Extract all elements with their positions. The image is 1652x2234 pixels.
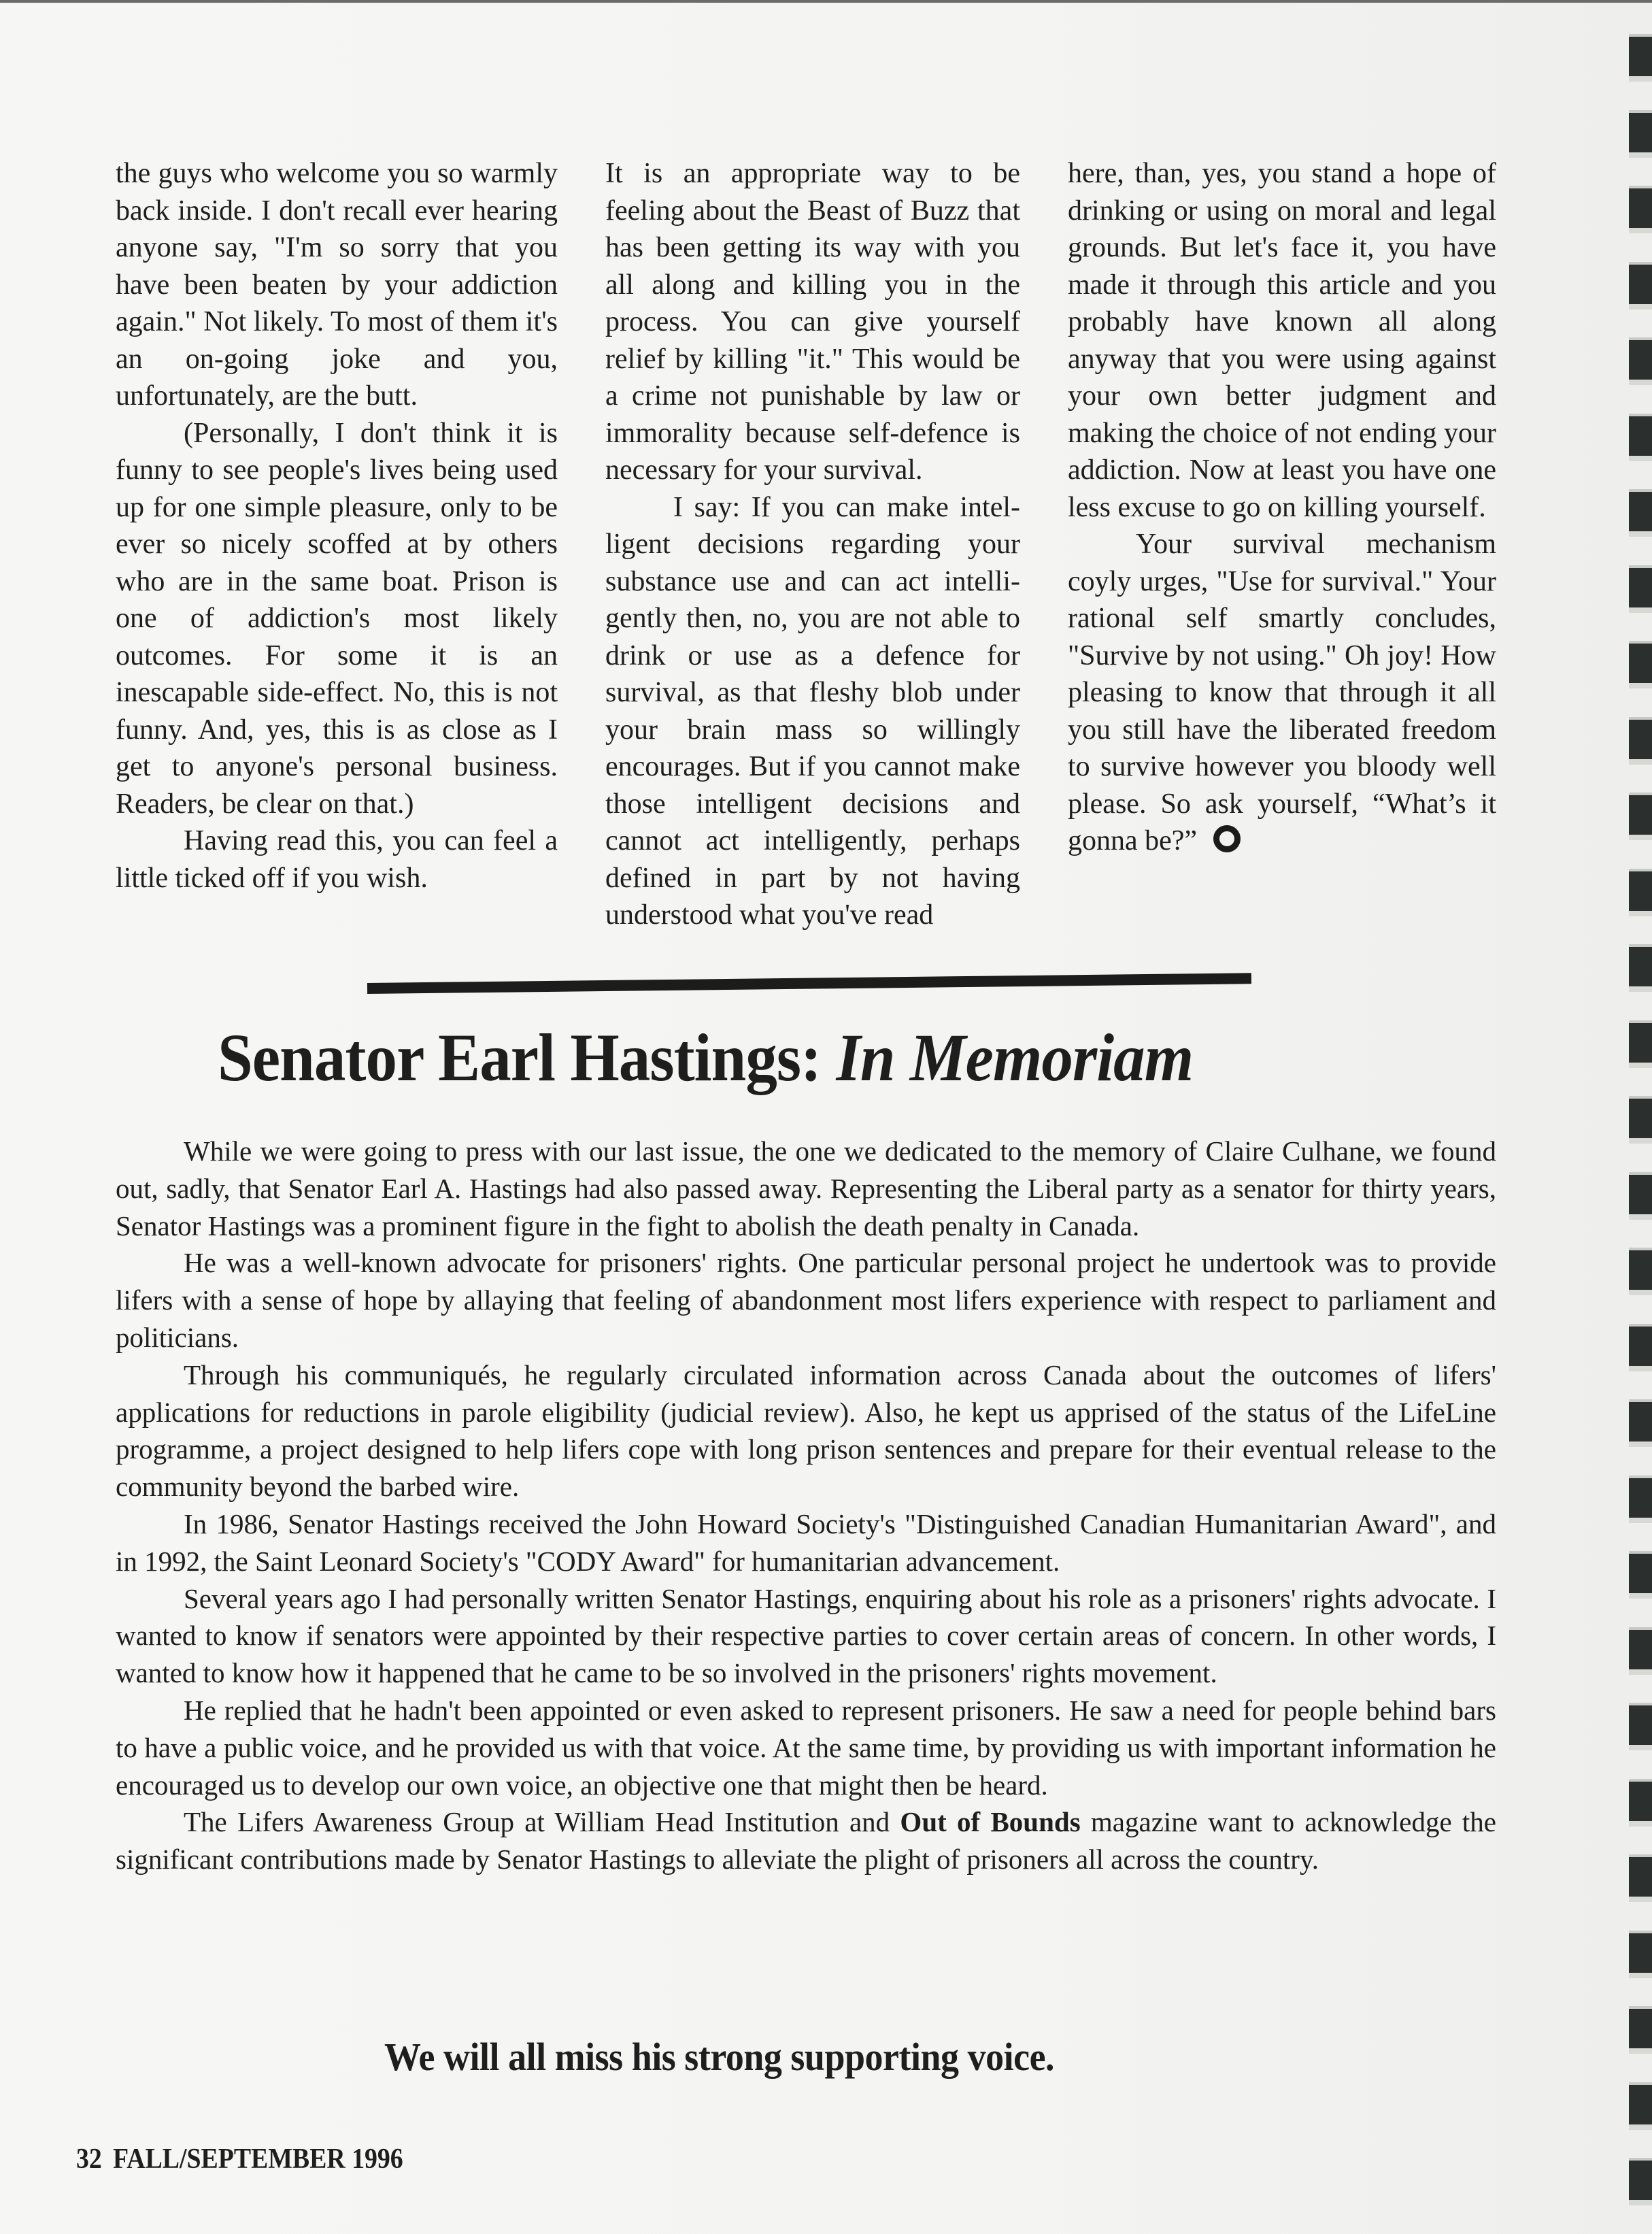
column-paragraph: It is an appropriate way to be feeling about the Beast of Buzz that has been getting its way with you all along and killing you in the process. You can give yourself relief by killing "it." This would be a crime not punishable by law or immorality because self-defence is necessary for your survival.	[605, 158, 1020, 486]
final-paragraph-text: Your survival mechanism coyly urges, "Use for survival." Your rational self smartly concludes, "Survive by not using." Oh joy! How pleasing to know that through it all you still have the liberated freedom to survive however you bloody well please. So ask yourself, “What’s it gonna be?”	[1068, 529, 1496, 856]
binding-hole	[1629, 337, 1652, 385]
binding-hole	[1629, 565, 1652, 613]
binding-hole	[1629, 1172, 1652, 1220]
memoriam-paragraph: He was a well-known advocate for prisoners' rights. One particular personal project he undertook was to provide lifers with a sense of hope by allaying that feeling of abandonment most lifers experience with respect to parliament and politicians.	[116, 1247, 1496, 1353]
memoriam-paragraph: He replied that he hadn't been appointed or even asked to represent prisoners. He saw a need for people behind bars to have a public voice, and he provided us with that voice. At the same time, by providing us with important information he encouraged us to develop our own voice, an objective one that might then be heard.	[116, 1694, 1496, 1801]
headline-italic: In Memoriam	[836, 1020, 1194, 1095]
binding-hole	[1629, 2006, 1652, 2054]
binding-hole	[1629, 2158, 1652, 2205]
article-column-3	[1068, 155, 1496, 860]
binding-hole	[1629, 1020, 1652, 1068]
binding-hole	[1629, 944, 1652, 992]
binding-hole	[1629, 641, 1652, 688]
binding-hole	[1629, 1476, 1652, 1523]
end-of-article-icon	[1213, 825, 1241, 852]
memoriam-body	[116, 1133, 1496, 1878]
binding-hole	[1629, 1779, 1652, 1827]
memoriam-paragraph: While we were going to press with our last issue, the one we dedicated to the memory of Claire Culhane, we found out, sadly, that Senator Earl A. Hastings had also passed away. Representing the Liberal party as a senator for thirty years, Senator Hastings was a prominent figure in the fight to abolish the death penalty in Canada.	[116, 1135, 1496, 1241]
page-footer	[76, 2143, 403, 2175]
binding-hole	[1629, 1703, 1652, 1750]
binding-hole	[1629, 414, 1652, 461]
binding-hole	[1629, 1248, 1652, 1295]
binding-hole	[1629, 186, 1652, 233]
binding-hole	[1629, 1399, 1652, 1447]
memoriam-paragraph: Through his communiqués, he regularly circulated information across Canada about the outcomes of lifers' applications for reductions in parole eligibility (judicial review). Also, he kept us apprised of the status of the LifeLine programme, a project designed to help lifers cope with long prison sentences and prepare for their eventual release to the community beyond the barbed wire.	[116, 1358, 1496, 1503]
binding-hole	[1629, 2082, 1652, 2130]
text-run: magazine want to acknowledge the significant contributions made by Senator Hastings to alleviate the plight of prisoners all across the country.	[116, 1806, 1496, 1875]
magazine-name: Out of Bounds	[900, 1806, 1081, 1838]
text-run: The Lifers Awareness Group at William Head Institution and	[184, 1806, 900, 1838]
binding-hole	[1629, 1096, 1652, 1144]
binding-hole	[1629, 1931, 1652, 1978]
closing-line: We will all miss his strong supporting voice.	[384, 2035, 1055, 2079]
binding-hole	[1629, 1551, 1652, 1599]
column-paragraph: (Personally, I don't think it is funny to see people's lives being used up for one simple pleasure, only to be ever so nicely scoffed at by others who are in the same boat. Prison is one of addiction's most likely outcomes. For some it is an inescapable side-effect. No, this is not funny. And, yes, this is as close as I get to anyone's personal business. Readers, be clear on that.)	[116, 417, 558, 820]
page-number: 32	[76, 2144, 102, 2175]
binding-hole	[1629, 793, 1652, 840]
binding-hole	[1629, 110, 1652, 158]
memoriam-paragraph: Several years ago I had personally written Senator Hastings, enquiring about his role as a prisoners' rights advocate. I wanted to know if senators were appointed by their respective parties to cover certain areas of concern. In other words, I wanted to know how it happened that he came to be so involved in the prisoners' rights movement.	[116, 1582, 1496, 1689]
column-paragraph	[1068, 526, 1496, 860]
binding-hole	[1629, 262, 1652, 310]
memoriam-paragraph: In 1986, Senator Hastings received the John Howard Society's "Distinguished Canadian Humanitarian Award", and in 1992, the Saint Leonard Society's "CODY Award" for humanitarian advancement.	[116, 1507, 1496, 1577]
binding-hole	[1629, 1627, 1652, 1675]
binding-hole	[1629, 717, 1652, 765]
column-paragraph: the guys who welcome you so warmly back inside. I don't recall ever hearing anyone say, "I'm so sorry that you have been beaten by your addiction again." Not likely. To most of them it's an on-going joke and you, unfortunately, are the butt.	[116, 158, 558, 412]
binding-hole	[1629, 489, 1652, 537]
memoriam-paragraph-last	[116, 1803, 1496, 1878]
binding-hole	[1629, 34, 1652, 82]
article-column-1	[116, 155, 558, 897]
column-paragraph: Having read this, you can feel a little ticked off if you wish.	[116, 825, 558, 894]
column-paragraph: I say: If you can make intelligent decisions regarding your substance use and can act intelligently then, no, you are not able to drink or use as a defence for survival, as that fleshy blob under your brain mass so willingly encourages. But if you cannot make those intelligent decisions and cannot act intelligently, perhaps defined in part by not having understood what you've read	[605, 491, 1020, 931]
column-paragraph: here, than, yes, you stand a hope of drinking or using on moral and legal grounds. But let's face it, you have made it through this article and you probably have known all along anyway that you were using against your own better judgment and making the choice of not ending your addiction. Now at least you have one less excuse to go on killing yourself.	[1068, 158, 1496, 523]
binding-hole	[1629, 869, 1652, 916]
headline-main: Senator Earl Hastings:	[218, 1020, 837, 1095]
binding-hole	[1629, 1854, 1652, 1902]
memoriam-headline	[218, 1017, 1356, 1099]
binding-hole	[1629, 1324, 1652, 1371]
section-divider-rule	[367, 973, 1251, 994]
article-column-2	[605, 155, 1020, 934]
scan-top-edge	[0, 0, 1652, 3]
spiral-binding	[1625, 0, 1652, 2234]
issue-date: FALL/SEPTEMBER 1996	[113, 2144, 403, 2175]
